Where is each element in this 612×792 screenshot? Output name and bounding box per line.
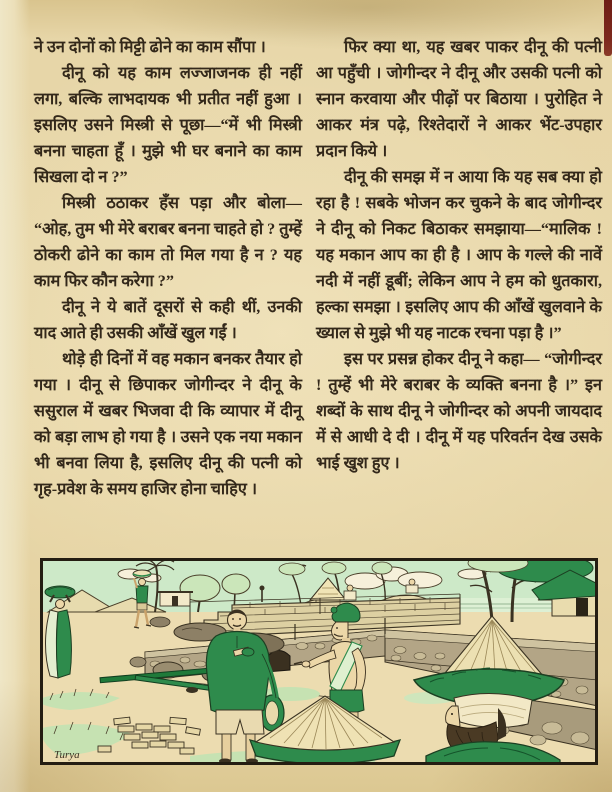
- paragraph: ने उन दोनों को मिट्टी ढोने का काम सौंपा ।: [34, 38, 266, 56]
- left-column: [34, 34, 302, 502]
- construction-scene-drawing: [40, 558, 598, 765]
- paragraph: मिस्त्री ठठाकर हँस पड़ा और बोला— “ओह, तुम भी मेरे बराबर बनना चाहते हो ? तुम्हें ठोकरी ढोने का काम तो मिल गया है न ? यह काम फिर कौन करेगा ?”: [34, 194, 302, 290]
- right-column: [316, 34, 602, 502]
- story-text: [34, 34, 602, 502]
- paragraph: इस पर प्रसन्न होकर दीनू ने कहा— “जोगीन्दर ! तुम्हें भी मेरे बराबर के व्यक्ति बनना है ।” इन शब्दों के साथ दीनू ने जोगीन्दर को अपनी जायदाद में से आधी दे दी । दीनू में यह परिवर्तन देख उसके भाई खुश हुए ।: [316, 350, 602, 472]
- scan-edge-mark: [604, 0, 612, 56]
- paragraph: फिर क्या था, यह खबर पाकर दीनू की पत्नी आ पहुँची । जोगीन्दर ने दीनू और उसकी पत्नी को स्नान करवाया और पीढ़ों पर बिठाया । पुरोहित ने आकर मंत्र पढ़े, रिश्तेदारों ने आकर भेंट-उपहार प्रदान किये ।: [316, 38, 602, 160]
- small-hut: [157, 592, 193, 606]
- illustration: [40, 558, 598, 765]
- paragraph: थोड़े ही दिनों में वह मकान बनकर तैयार हो गया । दीनू से छिपाकर जोगीन्दर ने दीनू के ससुराल में खबर भिजवा दी कि व्यापार में दीनू को बड़ा लाभ हो गया है । उसने एक नया मकान भी बनवा लिया है, इसलिए दीनू की पत्नी को गृह-प्रवेश के समय हाजिर होना चाहिए ।: [34, 350, 302, 498]
- paragraph: दीनू ने ये बातें दूसरों से कही थीं, उनकी याद आते ही उसकी आँखें खुल गईं ।: [34, 298, 302, 342]
- artist-signature: Turya: [54, 749, 80, 761]
- paragraph: दीनू को यह काम लज्जाजनक ही नहीं लगा, बल्कि लाभदायक भी प्रतीत नहीं हुआ । इसलिए उसने मिस्त्री से पूछा—“में भी मिस्त्री बनना चाहता हूँ । मुझे भी घर बनाने का काम सिखला दो न ?”: [34, 64, 302, 186]
- paragraph: दीनू की समझ में न आया कि यह सब क्या हो रहा है ! सबके भोजन कर चुकने के बाद जोगीन्दर ने दीनू को निकट बिठाकर समझाया—“मालिक ! यह मकान आप का ही है । आप के गल्ले की नावें नदी में नहीं डूबीं; लेकिन आप ने हम को धुतकारा, हल्का समझा । इसलिए आप की आँखें खुलवाने के ख्याल से मुझे भी यह नाटक रचना पड़ा है ।”: [316, 168, 602, 342]
